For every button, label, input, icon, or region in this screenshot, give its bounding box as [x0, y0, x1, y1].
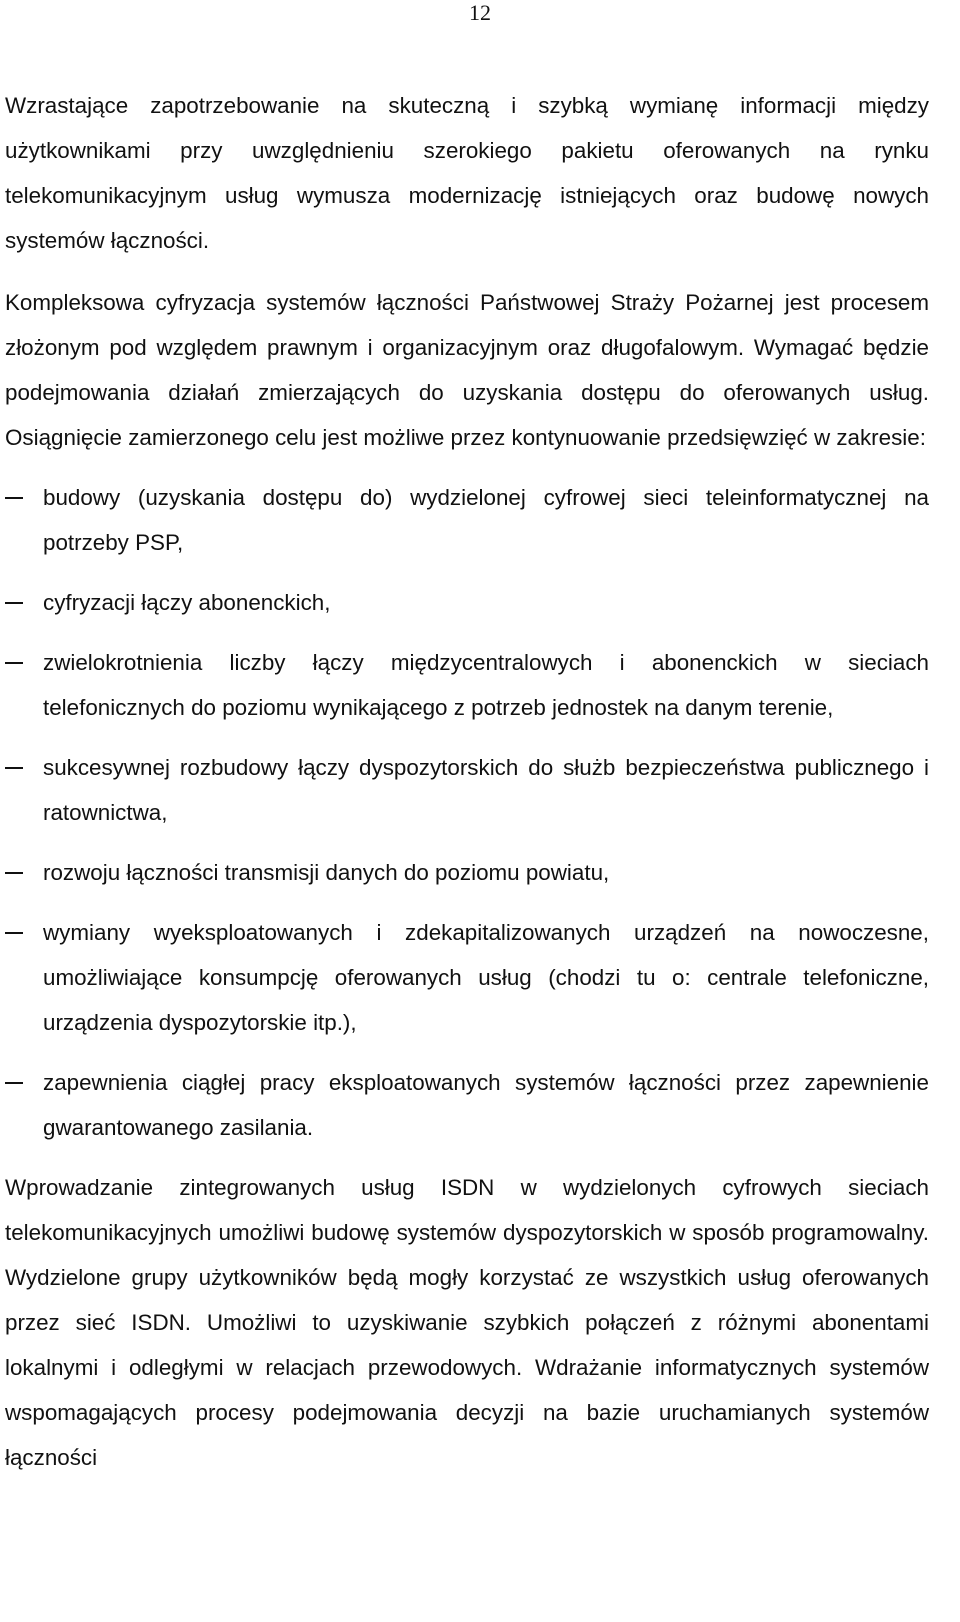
- list-item-text: sukcesywnej rozbudowy łączy dyspozytorskich do służb bezpieczeństwa publicznego i ratownictwa,: [43, 755, 929, 825]
- list-item: [5, 640, 929, 730]
- dash-bullet-icon: [5, 767, 23, 769]
- task-list: [5, 475, 929, 1150]
- dash-bullet-icon: [5, 662, 23, 664]
- list-item: [5, 475, 929, 565]
- list-item: [5, 1060, 929, 1150]
- list-item: [5, 910, 929, 1045]
- list-item-text: rozwoju łączności transmisji danych do poziomu powiatu,: [43, 860, 610, 885]
- document-body: [5, 83, 929, 1495]
- list-item-text: zapewnienia ciągłej pracy eksploatowanych systemów łączności przez zapewnienie gwarantowanego zasilania.: [43, 1070, 929, 1140]
- dash-bullet-icon: [5, 1082, 23, 1084]
- dash-bullet-icon: [5, 872, 23, 874]
- paragraph-isdn: Wprowadzanie zintegrowanych usług ISDN w wydzielonych cyfrowych sieciach telekomunikacyjnych umożliwi budowę systemów dyspozytorskich w sposób programowalny. Wydzielone grupy użytkowników będą mogły korzystać ze wszystkich usług oferowanych przez sieć ISDN. Umożliwi to uzyskiwanie szybkich połączeń z różnymi abonentami lokalnymi i odległymi w relacjach przewodowych. Wdrażanie informatycznych systemów wspomagających procesy podejmowania decyzji na bazie uruchamianych systemów łączności: [5, 1175, 929, 1470]
- list-item: [5, 580, 929, 625]
- dash-bullet-icon: [5, 497, 23, 499]
- list-item: [5, 850, 929, 895]
- list-item-text: cyfryzacji łączy abonenckich,: [43, 590, 331, 615]
- dash-bullet-icon: [5, 932, 23, 934]
- list-item-text: budowy (uzyskania dostępu do) wydzielonej cyfrowej sieci teleinformatycznej na potrzeby PSP,: [43, 485, 929, 555]
- list-item-text: wymiany wyeksploatowanych i zdekapitalizowanych urządzeń na nowoczesne, umożliwiające konsumpcję oferowanych usług (chodzi tu o: centrale telefoniczne, urządzenia dyspozytorskie itp.),: [43, 920, 929, 1035]
- paragraph-intro: Wzrastające zapotrzebowanie na skuteczną i szybką wymianę informacji między użytkownikami przy uwzględnieniu szerokiego pakietu oferowanych na rynku telekomunikacyjnym usług wymusza modernizację istniejących oraz budowę nowych systemów łączności.: [5, 93, 929, 253]
- paragraph-digitization: Kompleksowa cyfryzacja systemów łączności Państwowej Straży Pożarnej jest procesem złożonym pod względem prawnym i organizacyjnym oraz długofalowym. Wymagać będzie podejmowania działań zmierzających do uzyskania dostępu do oferowanych usług. Osiągnięcie zamierzonego celu jest możliwe przez kontynuowanie przedsięwzięć w zakresie:: [5, 290, 929, 450]
- list-item: [5, 745, 929, 835]
- page-number: 12: [469, 0, 491, 25]
- dash-bullet-icon: [5, 602, 23, 604]
- list-item-text: zwielokrotnienia liczby łączy międzycentralowych i abonenckich w sieciach telefonicznych do poziomu wynikającego z potrzeb jednostek na danym terenie,: [43, 650, 929, 720]
